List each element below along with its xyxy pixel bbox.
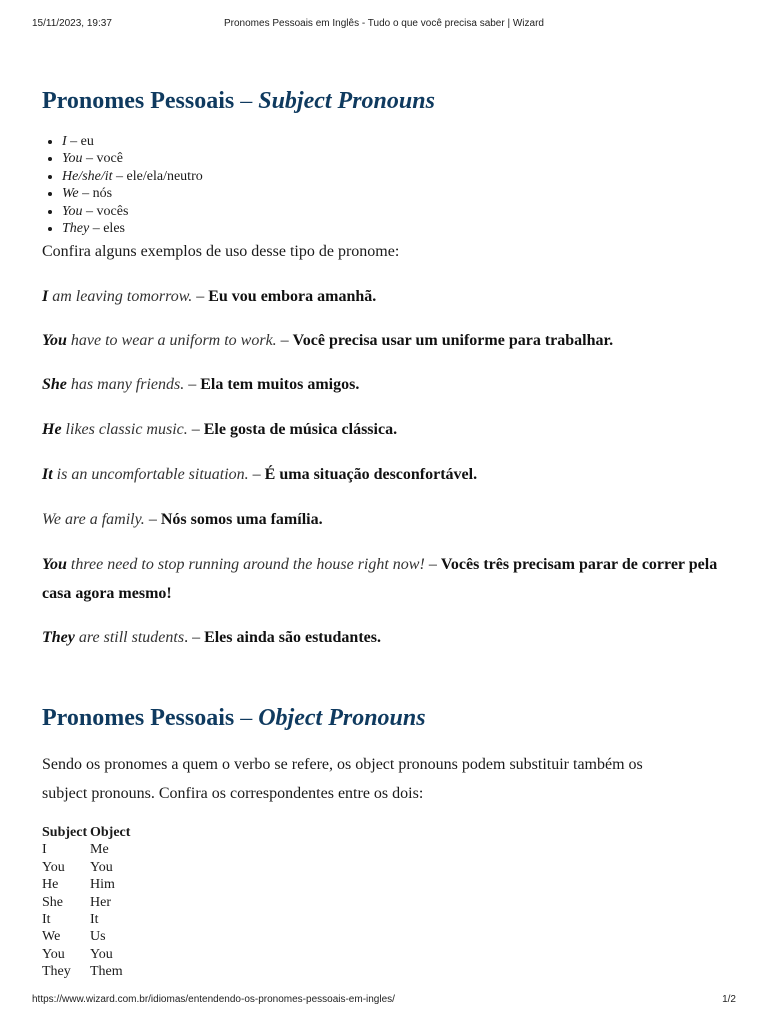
example-sentence: I am leaving tomorrow. – Eu vou embora amanhã. <box>42 288 377 305</box>
table-cell-object: You <box>90 859 113 875</box>
example-rest: am leaving tomorrow. <box>48 288 193 305</box>
table-row <box>42 928 130 945</box>
table-header-object: Object <box>90 825 131 840</box>
table-cell-object: Me <box>90 842 109 858</box>
print-page-title: Pronomes Pessoais em Inglês - Tudo o que você precisa saber | Wizard <box>224 18 544 29</box>
pronoun-en: You <box>62 203 83 219</box>
example-en <box>42 466 249 483</box>
pronoun-en: They <box>62 221 90 237</box>
table-cell-subject: She <box>42 894 63 910</box>
table-cell-subject: You <box>42 946 65 962</box>
list-item: • He/she/it – ele/ela/neutro <box>62 168 203 185</box>
example-pt: Ela tem muitos amigos. <box>200 376 360 393</box>
pronoun-pt: vocês <box>96 203 129 219</box>
example-sentence: He likes classic music. – Ele gosta de música clássica. <box>42 421 398 438</box>
table-header-row <box>42 824 130 841</box>
heading-dash: – <box>240 705 253 731</box>
example-pt: Eles ainda são estudantes. <box>204 629 381 646</box>
pronoun-pt: ele/ela/neutro <box>126 168 203 184</box>
example-sentence: We are a family. – Nós somos uma família. <box>42 511 323 528</box>
example-en <box>42 288 192 305</box>
heading-main-text: Pronomes Pessoais <box>42 705 235 731</box>
example-pt: Vocês três precisam parar de correr pela casa agora mesmo! <box>42 556 718 602</box>
example-en <box>42 421 188 438</box>
table-cell-subject: I <box>42 842 47 858</box>
heading-sub-text: Subject Pronouns <box>258 88 435 114</box>
example-subject: He <box>42 421 62 438</box>
table-cell-subject: They <box>42 964 71 980</box>
pronoun-pt: nós <box>92 186 113 202</box>
example-en <box>42 511 145 528</box>
example-subject: You <box>42 556 67 573</box>
table-row <box>42 894 130 911</box>
pronoun-en: I <box>62 134 67 149</box>
table-cell-object: Her <box>90 894 111 910</box>
table-cell-object: Us <box>90 929 106 945</box>
example-pt: Você precisa usar um uniforme para trabalhar. <box>292 332 614 349</box>
example-sentence: You have to wear a uniform to work. – Você precisa usar um uniforme para trabalhar. <box>42 332 614 349</box>
example-en <box>42 629 184 646</box>
example-sentence: She has many friends. – Ela tem muitos amigos. <box>42 376 360 393</box>
object-pronouns-heading <box>42 705 426 732</box>
table-row <box>42 859 130 876</box>
example-rest: three need to stop running around the house right now! <box>66 556 425 573</box>
example-en <box>42 376 184 393</box>
list-item: • You – você <box>62 150 203 167</box>
subject-pronoun-list <box>42 133 203 237</box>
pronoun-en: You <box>62 151 83 167</box>
example-sentence: It is an uncomfortable situation. – É uma situação desconfortável. <box>42 466 478 483</box>
table-cell-subject: It <box>42 912 51 928</box>
example-en <box>42 332 277 349</box>
example-subject: I <box>42 288 49 305</box>
list-item: • They – eles <box>62 220 203 237</box>
table-row <box>42 876 130 893</box>
example-subject: She <box>42 376 67 393</box>
table-row <box>42 841 130 858</box>
object-pronouns-intro: Sendo os pronomes a quem o verbo se refere, os object pronouns podem substituir também os subject pronouns. Confira os correspondentes entre os dois: <box>42 756 643 802</box>
heading-main-text: Pronomes Pessoais <box>42 88 235 114</box>
table-cell-subject: You <box>42 859 65 875</box>
print-datetime: 15/11/2023, 19:37 <box>32 18 112 29</box>
list-item: • We – nós <box>62 185 203 202</box>
example-pt: Ele gosta de música clássica. <box>203 421 398 438</box>
example-rest: are still students <box>74 629 185 646</box>
example-pt: É uma situação desconfortável. <box>264 466 478 483</box>
print-page-number: 1/2 <box>722 994 736 1005</box>
subject-pronouns-heading <box>42 88 435 115</box>
heading-dash: – <box>240 88 253 114</box>
example-rest: have to wear a uniform to work. <box>66 332 277 349</box>
example-sentence: You three need to stop running around the house right now! – Vocês três precisam parar de correr pela casa agora mesmo! <box>42 556 718 602</box>
pronoun-pt: eles <box>103 221 125 237</box>
pronoun-en: We <box>62 186 79 202</box>
table-cell-subject: We <box>42 929 61 945</box>
example-rest: has many friends. <box>66 376 185 393</box>
table-row <box>42 911 130 928</box>
table-cell-subject: He <box>42 877 59 893</box>
table-cell-object: Him <box>90 877 115 893</box>
example-sentence: They are still students. – Eles ainda são estudantes. <box>42 629 381 646</box>
table-row <box>42 963 130 980</box>
examples-intro: Confira alguns exemplos de uso desse tipo de pronome: <box>42 243 400 260</box>
table-header-subject: Subject <box>42 825 88 840</box>
example-pt: Eu vou embora amanhã. <box>208 288 377 305</box>
table-cell-object: Them <box>90 964 123 980</box>
example-subject: You <box>42 332 67 349</box>
list-item: • I – eu <box>62 133 203 150</box>
pronoun-pt: você <box>96 151 123 167</box>
pronoun-pt: eu <box>80 134 94 149</box>
example-rest: is an uncomfortable situation. <box>52 466 249 483</box>
table-cell-object: It <box>90 912 99 928</box>
pronoun-correspondence-table <box>42 824 130 981</box>
example-rest: We are a family. <box>42 511 145 528</box>
example-pt: Nós somos uma família. <box>160 511 323 528</box>
example-subject: It <box>42 466 53 483</box>
pronoun-en: He/she/it <box>62 168 113 184</box>
example-en <box>42 556 425 573</box>
example-subject: They <box>42 629 75 646</box>
list-item: • You – vocês <box>62 203 203 220</box>
table-row <box>42 946 130 963</box>
table-cell-object: You <box>90 946 113 962</box>
print-url: https://www.wizard.com.br/idiomas/entendendo-os-pronomes-pessoais-em-ingles/ <box>32 994 395 1005</box>
heading-sub-text: Object Pronouns <box>258 705 426 731</box>
example-rest: likes classic music. <box>61 421 188 438</box>
